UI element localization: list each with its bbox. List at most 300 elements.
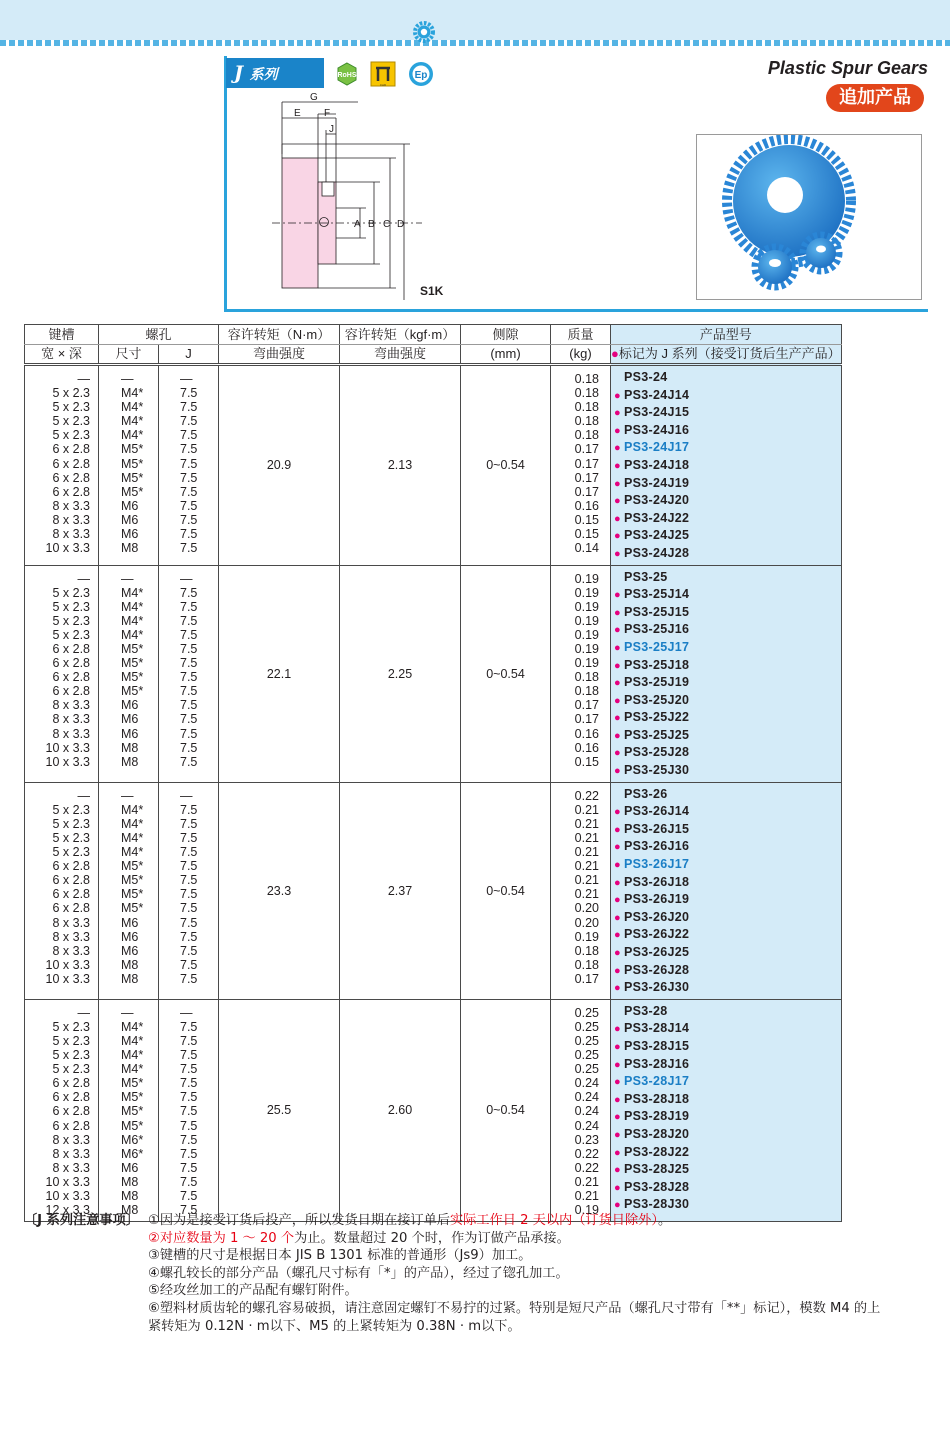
model-item [614, 1038, 841, 1056]
table-cell: M6 [121, 698, 139, 713]
table-cell: 0.18 [574, 428, 599, 443]
table-cell: M5* [121, 642, 144, 656]
model-item [614, 1020, 841, 1038]
header-row-1 [25, 325, 842, 345]
table-row-group [25, 565, 842, 782]
table-cell: M5* [121, 901, 144, 916]
table-cell: — [77, 1005, 90, 1020]
pink-dot-icon: ● [614, 823, 621, 836]
table-cell: 0.17 [574, 698, 599, 713]
table-cell: M4* [121, 816, 144, 831]
table-cell: 0.18 [574, 386, 599, 401]
table-cell: M5* [121, 670, 144, 685]
table-cell: 10 x 3.3 [45, 957, 90, 972]
screw-j-column [159, 782, 219, 999]
keyway-column [25, 782, 99, 999]
model-number: PS3-26J19 [624, 892, 690, 907]
model-column [611, 565, 842, 782]
table-cell: M5* [121, 470, 144, 485]
pink-dot-icon: ● [614, 1181, 621, 1194]
pink-dot-icon: ● [614, 1023, 621, 1036]
table-cell: M5* [121, 873, 144, 888]
table-cell: 7.5 [180, 1076, 198, 1091]
screw-size-column [99, 365, 159, 566]
model-column [611, 999, 842, 1221]
pink-dot-icon: ● [614, 964, 621, 977]
table-cell: 7.5 [180, 830, 198, 845]
notes-label: 〔J 系列注意事项〕 [24, 1213, 139, 1228]
col-screw-header: 螺孔 [99, 325, 219, 345]
model-number: PS3-25J16 [624, 622, 690, 637]
table-cell: 7.5 [180, 971, 198, 986]
model-item [614, 439, 841, 457]
table-cell: 7.5 [180, 599, 198, 614]
keyway-column [25, 565, 99, 782]
table-cell: 7.5 [180, 915, 198, 930]
model-number: PS3-28J15 [624, 1038, 690, 1053]
table-cell: 0.18 [574, 414, 599, 429]
table-cell: 7.5 [180, 684, 198, 699]
table-cell: 7.5 [180, 470, 198, 485]
table-cell: 7.5 [180, 1048, 198, 1063]
new-product-badge: 追加产品 [826, 84, 924, 112]
model-number: PS3-26J17 [624, 857, 690, 872]
table-cell: 5 x 2.3 [52, 845, 90, 860]
table-cell: M8 [121, 1174, 139, 1189]
table-cell: — [121, 1005, 134, 1020]
table-cell: 7.5 [180, 845, 198, 860]
model-item [614, 856, 841, 874]
model-item [614, 545, 841, 563]
table-cell: 0.19 [574, 642, 599, 656]
table-cell: 0.21 [574, 1174, 599, 1189]
col-model-header: 产品型号 [611, 325, 842, 345]
table-cell: 7.5 [180, 541, 198, 556]
pink-dot-icon: ● [614, 424, 621, 437]
pink-dot-icon: ● [614, 407, 621, 420]
backlash-value: 0~0.54 [461, 999, 551, 1221]
note-5: ⑤经攻丝加工的产品配有螺钉附件。 [148, 1283, 358, 1299]
table-cell: 6 x 2.8 [52, 901, 90, 916]
model-number: PS3-26J15 [624, 821, 690, 836]
table-cell: M8 [121, 957, 139, 972]
table-cell: 12 x 3.3 [45, 1203, 90, 1218]
table-cell: 7.5 [180, 627, 198, 642]
table-cell: 0.19 [574, 929, 599, 944]
table-cell: 5 x 2.3 [52, 386, 90, 401]
notes-list [148, 1212, 934, 1335]
model-item [614, 527, 841, 545]
table-cell: 5 x 2.3 [52, 400, 90, 415]
model-item [614, 422, 841, 440]
table-cell: 7.5 [180, 740, 198, 755]
model-number: PS3-26J14 [624, 804, 690, 819]
pink-dot-icon: ● [614, 641, 621, 654]
pink-dot-icon: ● [614, 947, 621, 959]
model-number: PS3-26J22 [624, 927, 690, 942]
table-cell: 7.5 [180, 816, 198, 831]
table-cell: 0.21 [574, 887, 599, 902]
table-cell: M6* [121, 1146, 144, 1161]
table-cell: M4* [121, 802, 144, 817]
table-cell: 7.5 [180, 1203, 198, 1218]
table-cell: 6 x 2.8 [52, 1090, 90, 1105]
table-cell: 8 x 3.3 [52, 943, 90, 958]
model-number: PS3-25J28 [624, 745, 690, 760]
model-number: PS3-28 [624, 1003, 668, 1018]
table-cell: 10 x 3.3 [45, 740, 90, 755]
col-screw-j-subheader: J [159, 345, 219, 365]
model-number: PS3-25 [624, 569, 668, 584]
table-cell: M4* [121, 428, 144, 443]
table-cell: 7.5 [180, 726, 198, 741]
model-item [614, 1003, 841, 1021]
table-cell: 5 x 2.3 [52, 414, 90, 429]
table-cell: 5 x 2.3 [52, 1048, 90, 1063]
table-cell: 7.5 [180, 873, 198, 888]
table-cell: 7.5 [180, 512, 198, 527]
table-cell: M4* [121, 414, 144, 429]
table-cell: 7.5 [180, 642, 198, 656]
model-number: PS3-28J22 [624, 1144, 690, 1159]
table-cell: 5 x 2.3 [52, 585, 90, 600]
col-torque-kgf-subheader: 弯曲强度 [340, 345, 461, 365]
model-item [614, 657, 841, 675]
table-cell: 7.5 [180, 1132, 198, 1147]
table-cell: M4* [121, 1062, 144, 1077]
pink-dot-icon: ● [614, 982, 621, 995]
table-cell: — [77, 788, 90, 803]
keyway-column [25, 999, 99, 1221]
model-number: PS3-24J16 [624, 422, 690, 437]
model-item [614, 387, 841, 405]
table-cell: — [180, 1005, 193, 1020]
table-cell: — [121, 788, 134, 803]
torque-kgf-value: 2.25 [340, 565, 461, 782]
model-item [614, 874, 841, 892]
table-cell: 7.5 [180, 901, 198, 916]
mass-column [551, 565, 611, 782]
series-tag: J 系列 [226, 58, 324, 88]
model-item [614, 926, 841, 944]
pink-dot-icon: ● [614, 1058, 621, 1071]
model-number: PS3-25J17 [624, 639, 690, 654]
table-cell: 0.21 [574, 816, 599, 831]
pink-dot-icon: ● [614, 530, 621, 543]
table-cell: 0.22 [574, 788, 599, 803]
pink-dot-icon: ● [611, 346, 619, 361]
pink-dot-icon: ● [614, 495, 621, 508]
pink-dot-icon: ● [614, 547, 621, 560]
table-cell: 0.18 [574, 670, 599, 685]
table-cell: M5* [121, 484, 144, 499]
model-item [614, 979, 841, 997]
pink-dot-icon: ● [614, 624, 621, 637]
table-cell: 0.15 [574, 754, 599, 769]
model-item [614, 1144, 841, 1162]
dim-label-a: A [354, 219, 361, 230]
mass-column [551, 365, 611, 566]
table-cell: M8 [121, 1189, 139, 1203]
model-item [614, 404, 841, 422]
table-cell: 7.5 [180, 887, 198, 902]
screw-size-column [99, 782, 159, 999]
table-cell: 0.21 [574, 1189, 599, 1203]
pink-dot-icon: ● [614, 1040, 621, 1053]
table-cell: M4* [121, 1033, 144, 1048]
model-item [614, 1161, 841, 1179]
table-cell: 0.24 [574, 1076, 599, 1091]
table-cell: 0.19 [574, 627, 599, 642]
model-item [614, 727, 841, 745]
product-photo [696, 134, 922, 300]
model-item [614, 1056, 841, 1074]
model-number: PS3-24J17 [624, 440, 690, 455]
table-cell: 6 x 2.8 [52, 456, 90, 471]
table-cell: 5 x 2.3 [52, 428, 90, 443]
pink-dot-icon: ● [614, 694, 621, 707]
table-cell: 0.25 [574, 1048, 599, 1063]
table-cell: 0.25 [574, 1033, 599, 1048]
pink-dot-icon: ● [614, 1146, 621, 1159]
note-1: ①因为是接受订货后投产，所以发货日期在接订单后实际工作日 2 天以内（订货日除外）。 [148, 1213, 672, 1228]
table-cell: — [121, 571, 134, 586]
model-item [614, 1091, 841, 1109]
table-cell: 0.21 [574, 859, 599, 874]
pink-dot-icon: ● [614, 1128, 621, 1141]
pink-dot-icon: ● [614, 659, 621, 672]
table-cell: M5* [121, 1104, 144, 1119]
model-item [614, 762, 841, 780]
table-cell: 0.25 [574, 1005, 599, 1020]
table-cell: M4* [121, 599, 144, 614]
torque-nm-value: 23.3 [219, 782, 340, 999]
model-number: PS3-26J16 [624, 839, 690, 854]
model-item [614, 821, 841, 839]
table-cell: 7.5 [180, 386, 198, 401]
table-cell: 7.5 [180, 712, 198, 727]
table-cell: 0.21 [574, 845, 599, 860]
torque-nm-value: 25.5 [219, 999, 340, 1221]
col-backlash-header: 侧隙 [461, 325, 551, 345]
model-number: PS3-24J20 [624, 493, 690, 508]
table-cell: 7.5 [180, 802, 198, 817]
dim-label-g: G [310, 92, 318, 103]
table-cell: 10 x 3.3 [45, 541, 90, 556]
table-cell: 7.5 [180, 698, 198, 713]
pink-dot-icon: ● [614, 589, 621, 602]
table-cell: 6 x 2.8 [52, 442, 90, 457]
pink-dot-icon: ● [614, 677, 621, 690]
table-cell: 6 x 2.8 [52, 670, 90, 685]
note-2: ②对应数量为 1 ～ 20 个为止。数量超过 20 个时，作为订做产品承接。 [148, 1230, 570, 1246]
pink-dot-icon: ● [614, 894, 621, 907]
table-cell: 0.24 [574, 1118, 599, 1133]
table-cell: M6 [121, 527, 139, 542]
model-number: PS3-25J19 [624, 675, 690, 690]
table-cell: M5* [121, 1118, 144, 1133]
table-cell: 10 x 3.3 [45, 1174, 90, 1189]
table-cell: 8 x 3.3 [52, 1146, 90, 1161]
top-stripe [0, 40, 950, 46]
table-cell: M5* [121, 1090, 144, 1105]
table-cell: 0.14 [574, 541, 599, 556]
col-torque-kgf-header: 容许转矩（kgf·m） [340, 325, 461, 345]
dim-label-d: D [397, 219, 405, 230]
table-cell: 0.22 [574, 1160, 599, 1175]
pink-dot-icon: ● [614, 841, 621, 854]
table-cell: 7.5 [180, 1146, 198, 1161]
table-cell: 8 x 3.3 [52, 915, 90, 930]
table-row-group [25, 365, 842, 566]
note-6: ⑥塑料材质齿轮的螺孔容易破损，请注意固定螺钉不易拧的过紧。特别是短尺产品（螺孔尺寸带有「**」标记），模数 M4 的上 紧转矩为 0.12N · m以下、M5 的上紧转矩为 0.38N · m以下。 [148, 1300, 881, 1334]
table-cell: 7.5 [180, 484, 198, 499]
table-cell: 7.5 [180, 943, 198, 958]
table-cell: M4* [121, 1019, 144, 1034]
pink-dot-icon: ● [614, 459, 621, 472]
screw-size-column [99, 999, 159, 1221]
table-cell: 8 x 3.3 [52, 712, 90, 727]
model-item [614, 475, 841, 493]
table-cell: 6 x 2.8 [52, 1104, 90, 1119]
table-cell: 6 x 2.8 [52, 470, 90, 485]
table-cell: M8 [121, 541, 139, 556]
table-cell: 5 x 2.3 [52, 1019, 90, 1034]
table-cell: 0.19 [574, 1203, 599, 1218]
table-cell: 7.5 [180, 1090, 198, 1105]
pink-dot-icon: ● [614, 1093, 621, 1106]
table-cell: 7.5 [180, 754, 198, 769]
model-number: PS3-25J30 [624, 763, 690, 778]
table-cell: 6 x 2.8 [52, 1118, 90, 1133]
screw-size-column [99, 565, 159, 782]
table-cell: 0.17 [574, 470, 599, 485]
pink-dot-icon: ● [614, 747, 621, 760]
table-cell: 7.5 [180, 498, 198, 513]
table-cell: 8 x 3.3 [52, 498, 90, 513]
table-cell: 0.25 [574, 1062, 599, 1077]
table-cell: M8 [121, 740, 139, 755]
table-cell: 8 x 3.3 [52, 1132, 90, 1147]
gear-section-drawing [262, 90, 462, 300]
pink-dot-icon: ● [614, 806, 621, 819]
cad-icon [370, 61, 396, 87]
model-number: PS3-25J14 [624, 587, 690, 602]
model-item [614, 838, 841, 856]
table-cell: 0.25 [574, 1019, 599, 1034]
table-cell: 7.5 [180, 1062, 198, 1077]
backlash-value: 0~0.54 [461, 782, 551, 999]
table-cell: 6 x 2.8 [52, 656, 90, 671]
spec-table [24, 324, 842, 1222]
table-cell: M5* [121, 1076, 144, 1091]
table-cell: M6* [121, 1132, 144, 1147]
model-number: PS3-24J19 [624, 475, 690, 490]
model-number: PS3-28J18 [624, 1091, 690, 1106]
screw-j-column [159, 999, 219, 1221]
model-number: PS3-28J17 [624, 1074, 690, 1089]
model-number: PS3-24J25 [624, 528, 690, 543]
table-cell: 8 x 3.3 [52, 726, 90, 741]
pink-dot-icon: ● [614, 1199, 621, 1212]
model-item [614, 604, 841, 622]
model-item [614, 639, 841, 657]
model-number: PS3-24 [624, 370, 668, 384]
model-number: PS3-28J20 [624, 1126, 690, 1141]
model-item [614, 803, 841, 821]
table-cell: 7.5 [180, 585, 198, 600]
table-cell: 7.5 [180, 527, 198, 542]
table-cell: 7.5 [180, 414, 198, 429]
table-cell: 0.21 [574, 873, 599, 888]
gear-icon [412, 20, 436, 44]
table-cell: 6 x 2.8 [52, 873, 90, 888]
table-cell: M6 [121, 1160, 139, 1175]
table-cell: 7.5 [180, 1033, 198, 1048]
table-cell: 7.5 [180, 670, 198, 685]
table-cell: 7.5 [180, 1174, 198, 1189]
torque-kgf-value: 2.60 [340, 999, 461, 1221]
cad-badge-text: CAD [379, 83, 387, 87]
table-row-group [25, 999, 842, 1221]
model-item [614, 1179, 841, 1197]
table-cell: 0.24 [574, 1090, 599, 1105]
table-cell: 5 x 2.3 [52, 1033, 90, 1048]
table-cell: 7.5 [180, 1019, 198, 1034]
torque-nm-value: 22.1 [219, 565, 340, 782]
mass-column [551, 782, 611, 999]
model-item [614, 786, 841, 804]
model-number: PS3-28J28 [624, 1179, 690, 1194]
table-cell: 7.5 [180, 456, 198, 471]
model-number: PS3-25J20 [624, 692, 690, 707]
model-number: PS3-25J25 [624, 727, 690, 742]
pink-dot-icon: ● [614, 442, 621, 455]
col-keyway-subheader: 宽 × 深 [25, 345, 99, 365]
top-band [0, 0, 950, 42]
table-cell: — [180, 788, 193, 803]
model-number: PS3-25J18 [624, 657, 690, 672]
table-cell: 5 x 2.3 [52, 599, 90, 614]
table-cell: 0.17 [574, 442, 599, 457]
rohs-badge-text: RoHS [337, 72, 357, 79]
model-item [614, 369, 841, 387]
keyway-column [25, 365, 99, 566]
table-cell: 8 x 3.3 [52, 929, 90, 944]
table-cell: 5 x 2.3 [52, 613, 90, 628]
pink-dot-icon: ● [614, 712, 621, 725]
table-cell: 7.5 [180, 613, 198, 628]
table-cell: M6 [121, 726, 139, 741]
table-cell: M5* [121, 656, 144, 671]
model-item [614, 586, 841, 604]
pink-dot-icon: ● [614, 876, 621, 889]
table-cell: 10 x 3.3 [45, 1189, 90, 1203]
table-cell: 6 x 2.8 [52, 684, 90, 699]
table-cell: M6 [121, 712, 139, 727]
table-cell: M6 [121, 929, 139, 944]
table-cell: 8 x 3.3 [52, 698, 90, 713]
torque-kgf-value: 2.13 [340, 365, 461, 566]
screw-j-column [159, 565, 219, 782]
table-cell: 0.18 [574, 943, 599, 958]
table-cell: 0.21 [574, 802, 599, 817]
dim-label-e: E [294, 108, 301, 119]
gear-photo-image [697, 135, 921, 299]
table-cell: 5 x 2.3 [52, 830, 90, 845]
table-cell: 0.19 [574, 613, 599, 628]
table-cell: 7.5 [180, 1104, 198, 1119]
